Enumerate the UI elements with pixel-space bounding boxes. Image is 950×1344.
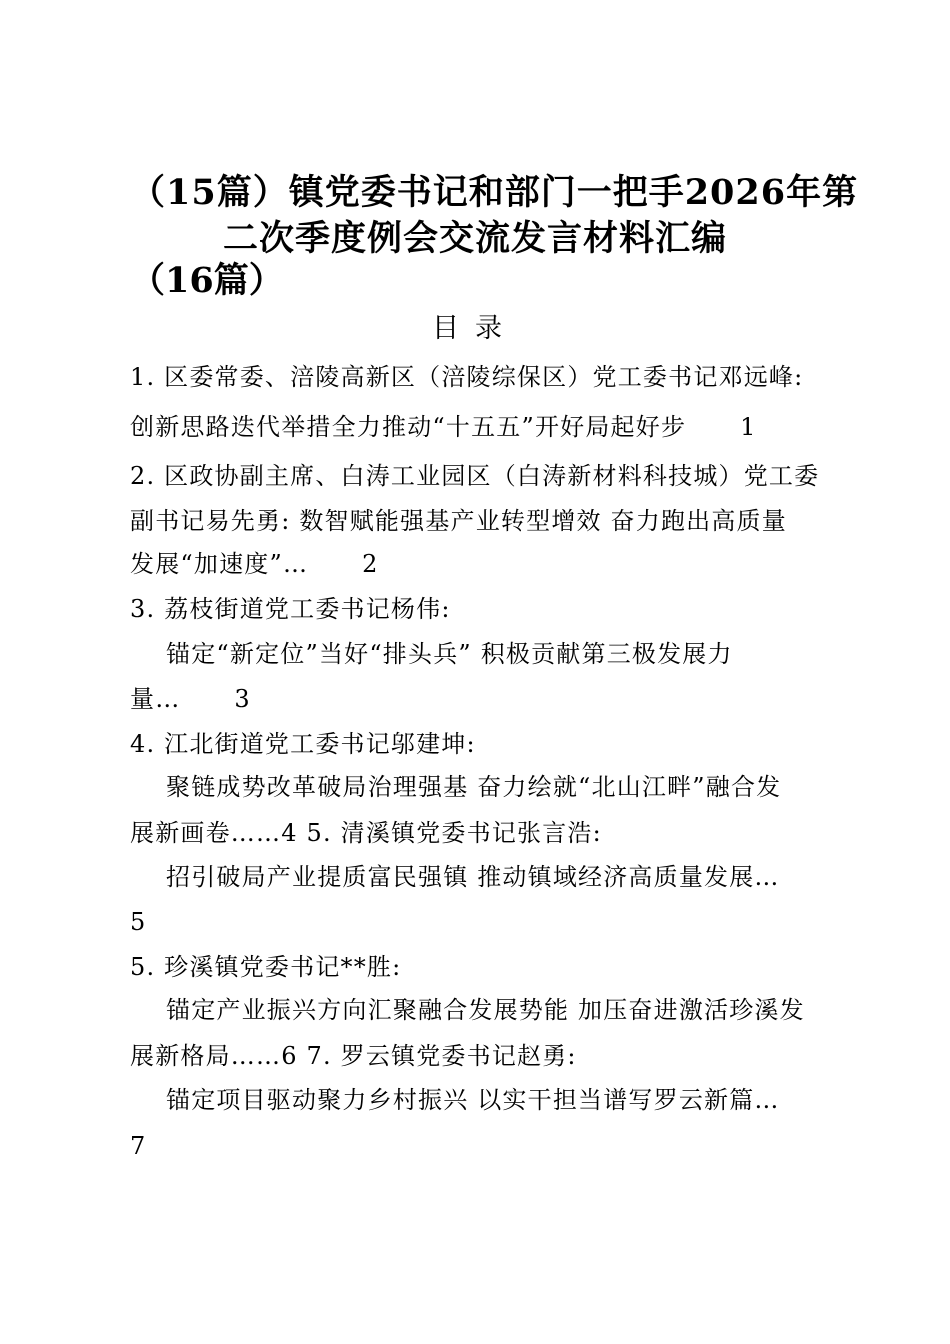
toc-entry-1-line-1: 1. 区委常委、涪陵高新区（涪陵综保区）党工委书记邓远峰: xyxy=(130,363,804,391)
title-line-2: 二次季度例会交流发言材料汇编 xyxy=(222,218,727,259)
toc-entry-2-page: 2 xyxy=(362,550,379,578)
toc-entry-3-title-end: 量… xyxy=(130,685,181,713)
toc-entry-3-line-3 xyxy=(130,683,251,715)
toc-entry-3-line-1: 3. 荔枝街道党工委书记杨伟: xyxy=(130,595,451,623)
toc-entry-5-line-2: 招引破局产业提质富民强镇 推动镇域经济高质量发展… xyxy=(166,863,780,891)
toc-entry-6-line-1: 5. 珍溪镇党委书记**胜: xyxy=(130,953,402,981)
toc-entry-7-page: 7 xyxy=(130,1132,147,1160)
toc-entry-2-line-3 xyxy=(130,548,379,580)
toc-entry-1-title: 创新思路迭代举措全力推动“十五五”开好局起好步 xyxy=(130,413,687,441)
toc-entry-4-line-1: 4. 江北街道党工委书记邬建坤: xyxy=(130,730,476,758)
toc-entry-4-line-3: 展新画卷……4 5. 清溪镇党委书记张言浩: xyxy=(130,819,602,847)
toc-entry-6-line-3: 展新格局……6 7. 罗云镇党委书记赵勇: xyxy=(130,1042,577,1070)
toc-entry-1-line-2 xyxy=(130,411,757,443)
toc-entry-4-line-2: 聚链成势改革破局治理强基 奋力绘就“北山江畔”融合发 xyxy=(166,773,782,801)
document-subtitle: （16篇） xyxy=(130,260,284,301)
toc-entry-2-line-1: 2. 区政协副主席、白涛工业园区（白涛新材料科技城）党工委 xyxy=(130,462,820,490)
toc-entry-3-line-2: 锚定“新定位”当好“排头兵” 积极贡献第三极发展力 xyxy=(166,640,733,668)
toc-entry-2-title-end: 发展“加速度”… xyxy=(130,550,309,578)
toc-entry-6-line-2: 锚定产业振兴方向汇聚融合发展势能 加压奋进激活珍溪发 xyxy=(166,996,805,1024)
toc-entry-5-page: 5 xyxy=(130,908,147,936)
toc-entry-1-page: 1 xyxy=(740,413,757,441)
title-line-1: （15篇）镇党委书记和部门一把手2026年第 xyxy=(130,172,859,213)
toc-heading: 目录 xyxy=(432,313,518,344)
toc-entry-3-page: 3 xyxy=(234,685,251,713)
toc-entry-7-line-2: 锚定项目驱动聚力乡村振兴 以实干担当谱写罗云新篇… xyxy=(166,1086,780,1114)
toc-entry-2-line-2: 副书记易先勇: 数智赋能强基产业转型增效 奋力跑出高质量 xyxy=(130,507,787,535)
document-title xyxy=(130,170,859,262)
